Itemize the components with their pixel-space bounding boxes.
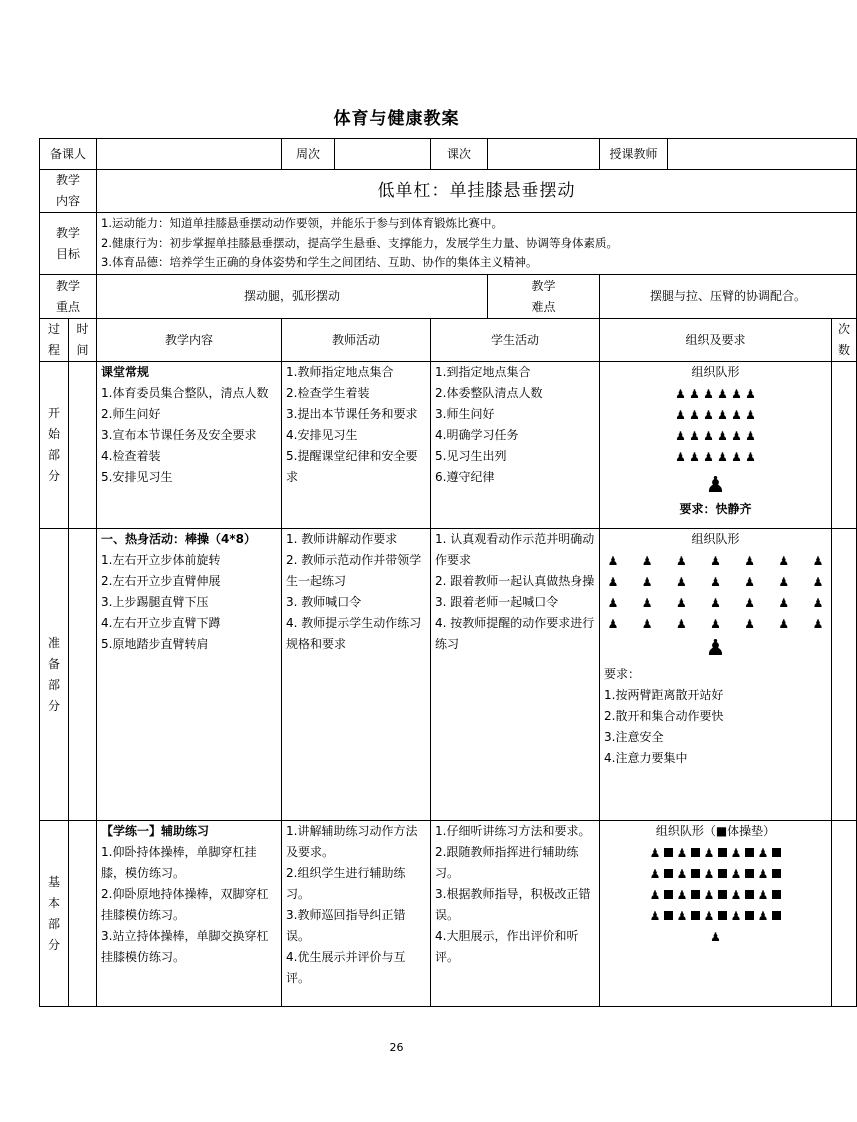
person-icon: ♟ bbox=[607, 553, 619, 568]
person-icon: ♟ bbox=[744, 616, 756, 631]
col-time: 时 间 bbox=[69, 319, 97, 362]
goal-item: 2.健康行为：初步掌握单挂膝悬垂摆动，提高学生悬垂、支撑能力，发展学生力量、协调等身体素质。 bbox=[101, 235, 618, 250]
content-cell bbox=[97, 821, 282, 1007]
teacher-person-icon: ♟ bbox=[705, 473, 726, 498]
person-icon: ♟ bbox=[730, 887, 742, 902]
person-icon: ♟ bbox=[744, 574, 756, 589]
student-item: 2.体委整队清点人数 bbox=[435, 386, 543, 400]
org-cell bbox=[600, 529, 832, 821]
person-icon: ♟ bbox=[778, 616, 790, 631]
org-requirement: 要求：快静齐 bbox=[679, 502, 752, 516]
org-cell bbox=[600, 362, 832, 529]
person-icon: ♟ bbox=[649, 845, 661, 860]
lesson-no-value bbox=[488, 139, 600, 170]
content-label: 教学 内容 bbox=[40, 170, 97, 213]
person-icon: ♟ bbox=[744, 595, 756, 610]
person-icon: ♟ bbox=[703, 887, 715, 902]
phase-start: 开 始 部 分 bbox=[40, 362, 69, 529]
teacher-item: 2. 教师示范动作并带领学生一起练习 bbox=[286, 553, 422, 588]
student-item: 5.见习生出列 bbox=[435, 449, 507, 463]
person-icon: ♟ bbox=[812, 574, 824, 589]
person-icon: ♟ bbox=[703, 845, 715, 860]
person-icon: ♟ bbox=[689, 428, 700, 443]
key-label: 教学 重点 bbox=[40, 275, 97, 319]
formation-grid bbox=[604, 550, 827, 634]
page-title: 体育与健康教案 bbox=[333, 109, 460, 129]
person-icon: ♟ bbox=[812, 553, 824, 568]
person-icon: ♟ bbox=[717, 407, 728, 422]
mat-icon bbox=[664, 890, 673, 899]
content-item: 4.检查着装 bbox=[101, 449, 161, 463]
person-icon: ♟ bbox=[731, 386, 742, 401]
student-item: 6.遵守纪律 bbox=[435, 470, 495, 484]
lesson-plan-table bbox=[39, 138, 857, 1007]
person-icon: ♟ bbox=[717, 386, 728, 401]
person-icon: ♟ bbox=[812, 595, 824, 610]
person-icon: ♟ bbox=[641, 574, 653, 589]
person-icon: ♟ bbox=[703, 866, 715, 881]
person-icon: ♟ bbox=[717, 449, 728, 464]
content-item: 2.左右开立步直臂伸展 bbox=[101, 574, 221, 588]
person-icon: ♟ bbox=[778, 595, 790, 610]
col-teacher: 教师活动 bbox=[282, 319, 431, 362]
mat-icon bbox=[691, 848, 700, 857]
teacher-item: 1.讲解辅助练习动作方法及要求。 bbox=[286, 824, 418, 859]
content-item: 4.左右开立步直臂下蹲 bbox=[101, 616, 221, 630]
lesson-topic: 低单杠：单挂膝悬垂摆动 bbox=[97, 170, 857, 213]
lesson-no-label: 课次 bbox=[431, 139, 488, 170]
teacher-item: 4. 教师提示学生动作练习规格和要求 bbox=[286, 616, 422, 651]
col-org: 组织及要求 bbox=[600, 319, 832, 362]
person-icon: ♟ bbox=[641, 616, 653, 631]
person-icon: ♟ bbox=[675, 386, 686, 401]
col-content: 教学内容 bbox=[97, 319, 282, 362]
teacher-item: 3.教师巡回指导纠正错误。 bbox=[286, 908, 406, 943]
person-icon: ♟ bbox=[745, 407, 756, 422]
content-title: 一、热身活动：棒操（4*8） bbox=[101, 532, 256, 546]
person-icon: ♟ bbox=[676, 908, 688, 923]
teacher-item: 1. 教师讲解动作要求 bbox=[286, 532, 398, 546]
person-icon: ♟ bbox=[607, 595, 619, 610]
teacher-item: 3. 教师喊口令 bbox=[286, 595, 362, 609]
person-icon: ♟ bbox=[730, 845, 742, 860]
student-item: 2. 跟着教师一起认真做热身操 bbox=[435, 574, 595, 588]
person-icon: ♟ bbox=[730, 908, 742, 923]
org-req-label: 要求： bbox=[604, 667, 641, 681]
mat-icon bbox=[772, 911, 781, 920]
mat-icon bbox=[718, 911, 727, 920]
mat-icon bbox=[772, 848, 781, 857]
col-count: 次 数 bbox=[832, 319, 857, 362]
person-icon: ♟ bbox=[676, 866, 688, 881]
mat-formation-grid bbox=[604, 842, 827, 947]
content-item: 5.原地踏步直臂转肩 bbox=[101, 637, 209, 651]
goal-item: 1.运动能力：知道单挂膝悬垂摆动动作要领，并能乐于参与到体育锻炼比赛中。 bbox=[101, 216, 503, 231]
person-icon: ♟ bbox=[778, 553, 790, 568]
col-process: 过 程 bbox=[40, 319, 69, 362]
person-icon: ♟ bbox=[649, 866, 661, 881]
person-icon: ♟ bbox=[745, 449, 756, 464]
mat-icon bbox=[745, 869, 754, 878]
person-icon: ♟ bbox=[717, 428, 728, 443]
mat-icon bbox=[745, 911, 754, 920]
teacher-person-icon: ♟ bbox=[705, 636, 726, 661]
content-title: 【学练一】辅助练习 bbox=[101, 824, 210, 838]
person-icon: ♟ bbox=[710, 595, 721, 610]
teacher-cell bbox=[282, 529, 431, 821]
difficulty-label: 教学 难点 bbox=[488, 275, 600, 319]
teacher-label: 授课教师 bbox=[600, 139, 668, 170]
teacher-item: 3.提出本节课任务和要求 bbox=[286, 407, 418, 421]
person-icon: ♟ bbox=[675, 595, 687, 610]
content-item: 2.仰卧原地持体操棒，双脚穿杠挂膝模仿练习。 bbox=[101, 887, 269, 922]
goals-list bbox=[97, 213, 857, 275]
person-icon: ♟ bbox=[745, 428, 756, 443]
content-item: 2.师生问好 bbox=[101, 407, 161, 421]
page-number: 26 bbox=[389, 1041, 404, 1054]
person-icon: ♟ bbox=[676, 845, 688, 860]
person-icon: ♟ bbox=[676, 887, 688, 902]
teacher-item: 4.安排见习生 bbox=[286, 428, 358, 442]
teacher-item: 1.教师指定地点集合 bbox=[286, 365, 394, 379]
teacher-cell bbox=[282, 362, 431, 529]
org-title: 组织队形 bbox=[691, 365, 740, 379]
mat-icon bbox=[772, 890, 781, 899]
phase-basic: 基 本 部 分 bbox=[40, 821, 69, 1007]
mat-icon bbox=[718, 890, 727, 899]
goal-item: 3.体育品德：培养学生正确的身体姿势和学生之间团结、互助、协作的集体主义精神。 bbox=[101, 255, 538, 270]
person-icon: ♟ bbox=[675, 449, 686, 464]
goals-label: 教学 目标 bbox=[40, 213, 97, 275]
person-icon: ♟ bbox=[757, 866, 769, 881]
student-cell bbox=[431, 821, 600, 1007]
key-value: 摆动腿，弧形摆动 bbox=[97, 275, 488, 319]
teacher-item: 2.组织学生进行辅助练习。 bbox=[286, 866, 406, 901]
student-item: 1. 认真观看动作示范并明确动作要求 bbox=[435, 532, 595, 567]
person-icon: ♟ bbox=[731, 449, 742, 464]
student-item: 4.大胆展示，作出评价和听评。 bbox=[435, 929, 579, 964]
person-icon: ♟ bbox=[703, 428, 714, 443]
person-icon: ♟ bbox=[703, 908, 715, 923]
person-icon: ♟ bbox=[812, 616, 824, 631]
student-item: 4. 按教师提醒的动作要求进行练习 bbox=[435, 616, 595, 651]
person-icon: ♟ bbox=[710, 574, 721, 589]
person-icon: ♟ bbox=[731, 428, 742, 443]
student-item: 4.明确学习任务 bbox=[435, 428, 519, 442]
mat-icon bbox=[664, 911, 673, 920]
mat-icon bbox=[691, 890, 700, 899]
content-cell bbox=[97, 362, 282, 529]
person-icon: ♟ bbox=[607, 616, 619, 631]
person-icon: ♟ bbox=[675, 407, 686, 422]
content-item: 5.安排见习生 bbox=[101, 470, 173, 484]
mat-icon bbox=[745, 890, 754, 899]
teacher-person-icon: ♟ bbox=[710, 929, 721, 944]
student-item: 1.到指定地点集合 bbox=[435, 365, 531, 379]
content-cell bbox=[97, 529, 282, 821]
person-icon: ♟ bbox=[703, 386, 714, 401]
time-cell bbox=[69, 362, 97, 529]
week-label: 周次 bbox=[282, 139, 335, 170]
student-item: 1.仔细听讲练习方法和要求。 bbox=[435, 824, 591, 838]
org-cell bbox=[600, 821, 832, 1007]
formation-grid bbox=[604, 383, 827, 467]
person-icon: ♟ bbox=[710, 553, 721, 568]
person-icon: ♟ bbox=[757, 908, 769, 923]
mat-icon bbox=[664, 869, 673, 878]
student-item: 3.师生问好 bbox=[435, 407, 495, 421]
mat-icon bbox=[745, 848, 754, 857]
content-title: 课堂常规 bbox=[101, 365, 150, 379]
person-icon: ♟ bbox=[731, 407, 742, 422]
person-icon: ♟ bbox=[689, 386, 700, 401]
org-req-item: 2.散开和集合动作要快 bbox=[604, 709, 724, 723]
content-item: 1.左右开立步体前旋转 bbox=[101, 553, 221, 567]
person-icon: ♟ bbox=[730, 866, 742, 881]
count-cell bbox=[832, 821, 857, 1007]
mat-icon bbox=[772, 869, 781, 878]
content-item: 3.宣布本节课任务及安全要求 bbox=[101, 428, 257, 442]
person-icon: ♟ bbox=[607, 574, 619, 589]
student-cell bbox=[431, 362, 600, 529]
student-item: 3. 跟着老师一起喊口令 bbox=[435, 595, 559, 609]
count-cell bbox=[832, 362, 857, 529]
person-icon: ♟ bbox=[744, 553, 756, 568]
mat-icon bbox=[691, 869, 700, 878]
teacher-cell bbox=[282, 821, 431, 1007]
person-icon: ♟ bbox=[675, 428, 686, 443]
person-icon: ♟ bbox=[675, 553, 687, 568]
content-item: 1.仰卧持体操棒，单脚穿杠挂膝，模仿练习。 bbox=[101, 845, 257, 880]
person-icon: ♟ bbox=[778, 574, 790, 589]
teacher-item: 2.检查学生着装 bbox=[286, 386, 370, 400]
person-icon: ♟ bbox=[675, 616, 687, 631]
content-item: 1.体育委员集合整队，清点人数 bbox=[101, 386, 269, 400]
mat-icon bbox=[718, 869, 727, 878]
week-value bbox=[335, 139, 431, 170]
preparer-value bbox=[97, 139, 282, 170]
preparer-label: 备课人 bbox=[40, 139, 97, 170]
person-icon: ♟ bbox=[649, 908, 661, 923]
student-item: 2.跟随教师指挥进行辅助练习。 bbox=[435, 845, 579, 880]
person-icon: ♟ bbox=[689, 407, 700, 422]
person-icon: ♟ bbox=[757, 887, 769, 902]
time-cell bbox=[69, 529, 97, 821]
person-icon: ♟ bbox=[675, 574, 687, 589]
mat-icon bbox=[718, 848, 727, 857]
person-icon: ♟ bbox=[649, 887, 661, 902]
org-title: 组织队形（■体操垫） bbox=[655, 824, 776, 838]
difficulty-value: 摆腿与拉、压臂的协调配合。 bbox=[600, 275, 857, 319]
person-icon: ♟ bbox=[757, 845, 769, 860]
org-req-item: 3.注意安全 bbox=[604, 730, 664, 744]
phase-prepare: 准 备 部 分 bbox=[40, 529, 69, 821]
person-icon: ♟ bbox=[641, 595, 653, 610]
content-item: 3.上步踢腿直臂下压 bbox=[101, 595, 209, 609]
person-icon: ♟ bbox=[703, 407, 714, 422]
person-icon: ♟ bbox=[710, 616, 721, 631]
teacher-value bbox=[668, 139, 857, 170]
content-item: 3.站立持体操棒，单脚交换穿杠挂膝模仿练习。 bbox=[101, 929, 269, 964]
col-student: 学生活动 bbox=[431, 319, 600, 362]
mat-icon bbox=[664, 848, 673, 857]
person-icon: ♟ bbox=[689, 449, 700, 464]
teacher-item: 4.优生展示并评价与互评。 bbox=[286, 950, 406, 985]
teacher-item: 5.提醒课堂纪律和安全要求 bbox=[286, 449, 418, 484]
student-item: 3.根据教师指导，积极改正错误。 bbox=[435, 887, 591, 922]
org-req-item: 4.注意力要集中 bbox=[604, 751, 688, 765]
mat-icon bbox=[691, 911, 700, 920]
person-icon: ♟ bbox=[641, 553, 653, 568]
org-req-item: 1.按两臂距离散开站好 bbox=[604, 688, 724, 702]
count-cell bbox=[832, 529, 857, 821]
org-title: 组织队形 bbox=[691, 532, 740, 546]
time-cell bbox=[69, 821, 97, 1007]
student-cell bbox=[431, 529, 600, 821]
person-icon: ♟ bbox=[703, 449, 714, 464]
person-icon: ♟ bbox=[745, 386, 756, 401]
